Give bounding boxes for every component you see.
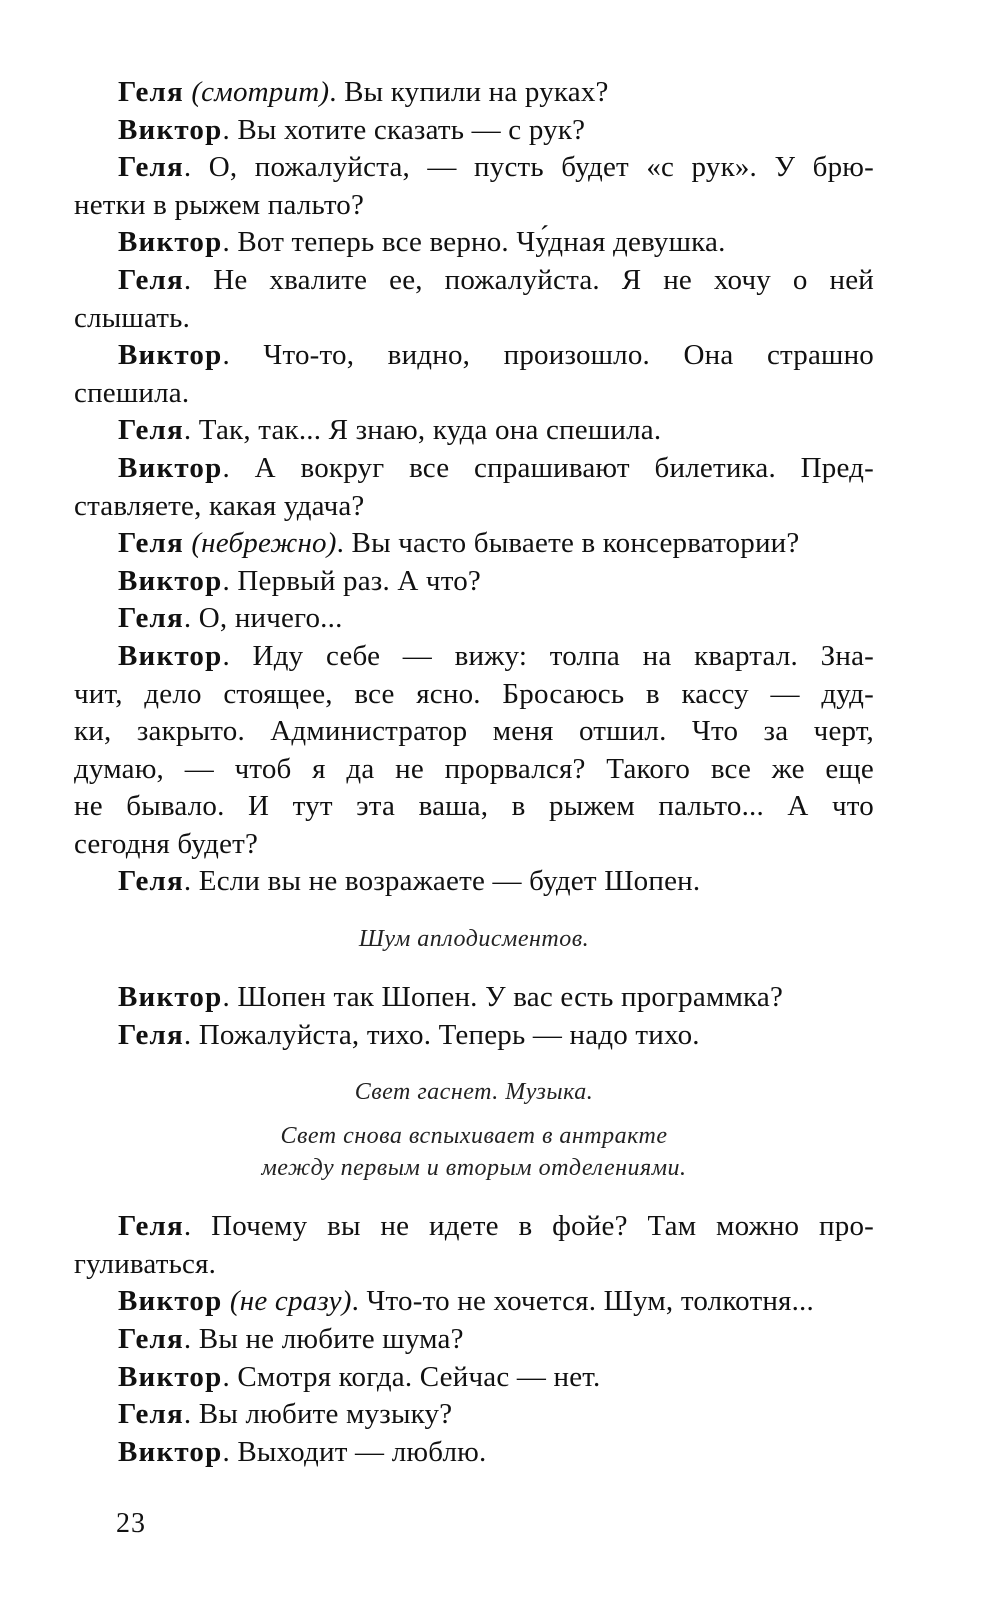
line-text: . Почему вы не идете в фойе? Там можно про- — [183, 1210, 874, 1243]
line-text: . О, ничего... — [183, 602, 343, 635]
dialogue-line — [74, 600, 874, 638]
line-text: . Что-то, видно, произошло. Она страшно — [222, 339, 874, 372]
speaker-name: Виктор — [118, 339, 223, 372]
dialogue-line — [74, 1208, 874, 1246]
line-text: . Вы часто бываете в консерватории? — [336, 527, 800, 560]
stage-direction: Шум аплодисментов. — [358, 926, 590, 953]
speaker-name: Виктор — [118, 564, 223, 597]
dialogue-line — [74, 337, 874, 375]
line-text: не бывало. И тут эта ваша, в рыжем пальто... А что — [74, 790, 874, 823]
speaker-name: Виктор — [118, 113, 223, 146]
page-number: 23 — [116, 1508, 146, 1539]
speaker-name: Геля — [118, 865, 184, 898]
line-text: . Вы не любите шума? — [183, 1323, 464, 1356]
dialogue-line — [74, 1017, 874, 1055]
stage-direction: Свет снова вспыхивает в антракте — [280, 1123, 668, 1150]
speaker-name: Геля — [118, 527, 184, 560]
speaker-name: Геля — [118, 1398, 184, 1431]
line-text: . О, пожалуйста, — пусть будет «с рук». У брю- — [183, 151, 874, 184]
line-text: чит, дело стоящее, все ясно. Бросаюсь в кассу — дуд- — [74, 677, 874, 710]
dialogue-continuation — [74, 375, 874, 413]
speaker-name: Геля — [118, 602, 184, 635]
line-text: . Если вы не возражаете — будет Шопен. — [183, 865, 701, 898]
speaker-name: Геля — [118, 1210, 184, 1243]
line-text: . Вы купили на руках? — [329, 76, 609, 108]
line-text: . Вот теперь все верно. Чу́дная девушка. — [222, 226, 726, 259]
line-text: . Вы любите музыку? — [183, 1398, 453, 1431]
dialogue-line — [74, 863, 874, 901]
speaker-name: Виктор — [118, 639, 223, 672]
dialogue-line — [74, 149, 874, 187]
dialogue-continuation — [74, 826, 874, 864]
dialogue-continuation — [74, 1246, 874, 1284]
stage-direction-inline: (не сразу) — [229, 1285, 352, 1318]
line-text: думаю, — чтоб я да не прорвался? Такого все же еще — [74, 752, 874, 785]
dialogue-continuation — [74, 300, 874, 338]
line-text: ки, закрыто. Администратор меня отшил. Что за черт, — [74, 715, 874, 748]
speaker-name: Геля — [118, 1018, 184, 1051]
line-text: . А вокруг все спрашивают билетика. Пред- — [222, 451, 874, 484]
line-text: . Вы хотите сказать — с рук? — [222, 113, 586, 146]
dialogue-line — [74, 1283, 874, 1321]
dialogue-line — [74, 979, 874, 1017]
line-text: . Что-то не хочется. Шум, толкотня... — [351, 1285, 814, 1318]
dialogue-line — [74, 525, 874, 563]
dialogue-line — [74, 1434, 874, 1472]
line-text: . Пожалуйста, тихо. Теперь — надо тихо. — [183, 1018, 700, 1051]
dialogue-continuation — [74, 187, 874, 225]
speaker-name: Виктор — [118, 981, 223, 1014]
stage-direction: между первым и вторым отделениями. — [261, 1155, 687, 1182]
speaker-name: Геля — [118, 414, 184, 447]
dialogue-line — [74, 1359, 874, 1397]
dialogue-line — [74, 638, 874, 676]
play-page — [74, 74, 874, 1471]
speaker-name: Виктор — [118, 1360, 223, 1393]
line-text: . Шопен так Шопен. У вас есть программка? — [222, 981, 784, 1014]
speaker-name: Виктор — [118, 1285, 223, 1318]
line-text: ставляете, какая удача? — [74, 489, 365, 522]
dialogue-line — [74, 112, 874, 150]
speaker-name: Геля — [118, 1323, 184, 1356]
line-text: . Так, так... Я знаю, куда она спешила. — [183, 414, 662, 447]
speaker-name: Геля — [118, 76, 184, 108]
dialogue-continuation — [74, 676, 874, 714]
line-text: . Не хвалите ее, пожалуйста. Я не хочу о ней — [183, 263, 874, 296]
speaker-name: Геля — [118, 263, 184, 296]
dialogue-line — [74, 1321, 874, 1359]
speaker-name: Виктор — [118, 451, 223, 484]
stage-direction-inline: (смотрит) — [191, 76, 330, 108]
dialogue-line — [74, 262, 874, 300]
stage-direction-inline: (небрежно) — [191, 527, 337, 560]
dialogue-continuation — [74, 488, 874, 526]
dialogue-line — [74, 1396, 874, 1434]
dialogue-line — [74, 412, 874, 450]
speaker-name: Виктор — [118, 1435, 223, 1468]
line-text: спешила. — [74, 376, 190, 409]
line-text: . Смотря когда. Сейчас — нет. — [222, 1360, 601, 1393]
dialogue-line — [74, 563, 874, 601]
dialogue-continuation — [74, 713, 874, 751]
speaker-name: Виктор — [118, 226, 223, 259]
dialogue-line — [74, 450, 874, 488]
stage-direction: Свет гаснет. Музыка. — [354, 1079, 594, 1106]
dialogue-line — [74, 74, 874, 112]
line-text: . Выходит — люблю. — [222, 1435, 487, 1468]
speaker-name: Геля — [118, 151, 184, 184]
dialogue-line — [74, 224, 874, 262]
line-text: нетки в рыжем пальто? — [74, 188, 365, 221]
line-text: гуливаться. — [74, 1247, 217, 1280]
dialogue-continuation — [74, 788, 874, 826]
line-text: . Иду себе — вижу: толпа на квартал. Зна- — [222, 639, 874, 672]
line-text: . Первый раз. А что? — [222, 564, 481, 597]
dialogue-continuation — [74, 751, 874, 789]
line-text: слышать. — [74, 301, 191, 334]
line-text: сегодня будет? — [74, 827, 259, 860]
